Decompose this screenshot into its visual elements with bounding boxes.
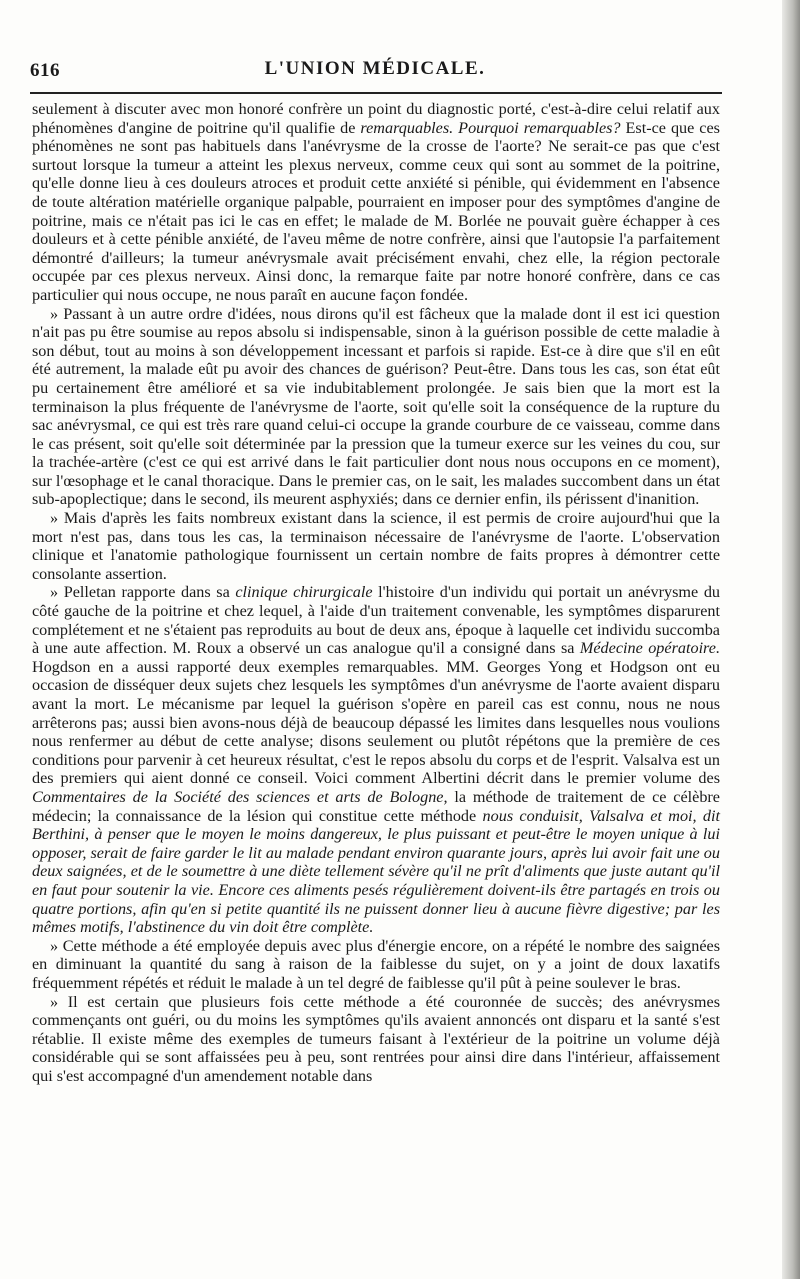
article-body [32, 100, 720, 1085]
paragraph [32, 993, 720, 1086]
text-run: l'histoire d'un individu qui portait un anévrysme du côté gauche de la poitrine et chez lequel, à l'aide d'un traitement convenable, les symptômes disparurent complétement et ne s'étaient pas reproduits au bout de deux ans, époque à laquelle cet individu succomba à une aute affection. M. Roux a observé un cas analogue qu'il a consigné dans sa [32, 583, 721, 658]
italic-text: remarquables. Pourquoi remarquables? [360, 118, 621, 137]
paragraph [32, 100, 720, 305]
text-run: » Cette méthode a été employée depuis avec plus d'énergie encore, on a répété le nombre des saignées en diminuant la quantité du sang à raison de la faiblesse du sujet, on y a joint de doux laxatifs fréquemment répétés et réduit le malade à un tel degré de faiblesse qu'il pût à peine soulever le bras. [32, 936, 720, 992]
page-header [30, 58, 720, 86]
paragraph [32, 583, 720, 936]
text-run: Est-ce que ces phénomènes ne sont pas habituels dans l'anévrysme de la crosse de l'aorte? Ne serait-ce pas que c'est surtout lorsque la tumeur a atteint les plexus nerveux, comme ceux qui sont au sommet de la poitrine, qu'elle donne lieu à ces douleurs atroces et produit cette anxiété si pénible, qui évidemment en l'absence de toute altération matérielle organique palpable, pourraient en imposer pour des symptômes d'angine de poitrine, mais ce n'était pas ici le cas en effet; le malade de M. Borlée ne pouvait guère échapper à ces douleurs et à cette pénible anxiété, de l'aveu même de notre confrère, ainsi que l'autopsie l'a parfaitement démontré d'ailleurs; la tumeur anévrysmale avait précisément envahi, chez elle, la région pectorale occupée par ces plexus nerveux. Ainsi donc, la remarque faite par notre honoré confrère, dans ce cas particulier qui nous occupe, ne nous paraît en aucune façon fondée. [32, 118, 720, 304]
paragraph [32, 937, 720, 993]
header-rule [30, 92, 722, 94]
paragraph [32, 305, 720, 510]
text-run: la méthode de traitement de ce célèbre médecin; la connaissance de la lésion qui constitue cette méthode [32, 787, 720, 825]
running-head: L'UNION MÉDICALE. [264, 58, 486, 79]
italic-text: Commentaires de la Société des sciences et arts de Bologne, [32, 787, 448, 806]
paragraph [32, 509, 720, 583]
text-run: » Mais d'après les faits nombreux existant dans la science, il est permis de croire aujourd'hui que la mort n'est pas, dans tous les cas, la terminaison nécessaire de l'anévrysme de l'aorte. L'observation clinique et l'anatomie pathologique fournissent un certain nombre de faits propres à démontrer cette consolante assertion. [32, 509, 720, 583]
text-run: » Passant à un autre ordre d'idées, nous dirons qu'il est fâcheux que la malade dont il est ici question n'ait pas pu être soumise au repos absolu si indispensable, sinon à la guérison possible de cette maladie à son début, tout au moins à son développement incessant et parfois si rapide. Est-ce à dire que s'il en eût été autrement, la malade eût pu avoir des chances de guérison? Peut-être. Dans tous les cas, son état eût pu certainement être amélioré et sa vie indubitablement prolongée. Je sais bien que la mort est la terminaison la plus fréquente de l'anévrysme de l'aorte, soit qu'elle soit la conséquence de la rupture du sac anévrysmal, ce qui est très rare quand celui-ci occupe la grande courbure de ce vaisseau, comme dans le cas présent, soit qu'elle soit déterminée par la pression que la tumeur exerce sur les veines du cou, sur la trachée-artère (c'est ce qui est arrivé dans le fait particulier dont nous nous occupons en ce moment), sur l'œsophage et le canal thoracique. Dans le premier cas, on le sait, les malades succombent dans un état sub-apoplectique; dans le second, ils meurent asphyxiés; dans ce dernier enfin, ils périssent d'inanition. [32, 304, 720, 509]
page-number: 616 [30, 60, 60, 81]
italic-text: nous conduisit, Valsalva et moi, dit Berthini, à penser que le moyen le moins dangereux, le plus puissant et peut-être le moyen unique à lui opposer, serait de faire garder le lit au malade pendant environ quarante jours, après lui avoir fait une ou deux saignées, et de le soumettre à une diète tellement sévère qu'il ne prît d'aliments que juste autant qu'il en faut pour soutenir la vie. Encore ces aliments pesés régulièrement doivent-ils être partagés en trois ou quatre portions, afin qu'en si petite quantité ils ne puissent donner lieu à aucune fièvre digestive; par les mêmes motifs, l'abstinence du vin doit être complète. [32, 806, 720, 937]
text-run: » Il est certain que plusieurs fois cette méthode a été couronnée de succès; des anévrysmes commençants ont guéri, ou du moins les symptômes qu'ils avaient annoncés ont disparu et la santé s'est rétablie. Il existe même des exemples de tumeurs faisant à l'extérieur de la poitrine un volume déjà considérable qui se sont affaissées peu à peu, sont rentrées pour ainsi dire dans l'intérieur, affaissement qui s'est accompagné d'un amendement notable dans [32, 992, 720, 1085]
text-run: » Pelletan rapporte dans sa [50, 583, 236, 602]
page-edge-shadow [782, 0, 800, 1279]
italic-text: Médecine opératoire. [579, 639, 720, 658]
italic-text: clinique chirurgicale [235, 583, 373, 602]
text-run: seulement à discuter avec mon honoré confrère un point du diagnostic porté, c'est-à-dire celui relatif aux phénomènes d'angine de poitrine qu'il qualifie de [32, 100, 720, 137]
text-run: Hogdson en a aussi rapporté deux exemples remarquables. MM. Georges Yong et Hodgson ont eu occasion de disséquer deux sujets chez lesquels les symptômes d'un anévrysme de l'aorte avaient disparu avant la mort. Le mécanisme par lequel la guérison s'opère en pareil cas est connu, nous ne nous arrêterons pas; aussi bien avons-nous déjà de beaucoup dépassé les limites dans lesquelles nous voulions nous renfermer au début de cette analyse; disons seulement ou plutôt répétons que la première de ces conditions pour parvenir à cet heureux résultat, c'est le repos absolu du corps et de l'esprit. Valsalva est un des premiers qui aient donné ce conseil. Voici comment Albertini décrit dans le premier volume des [32, 657, 720, 788]
